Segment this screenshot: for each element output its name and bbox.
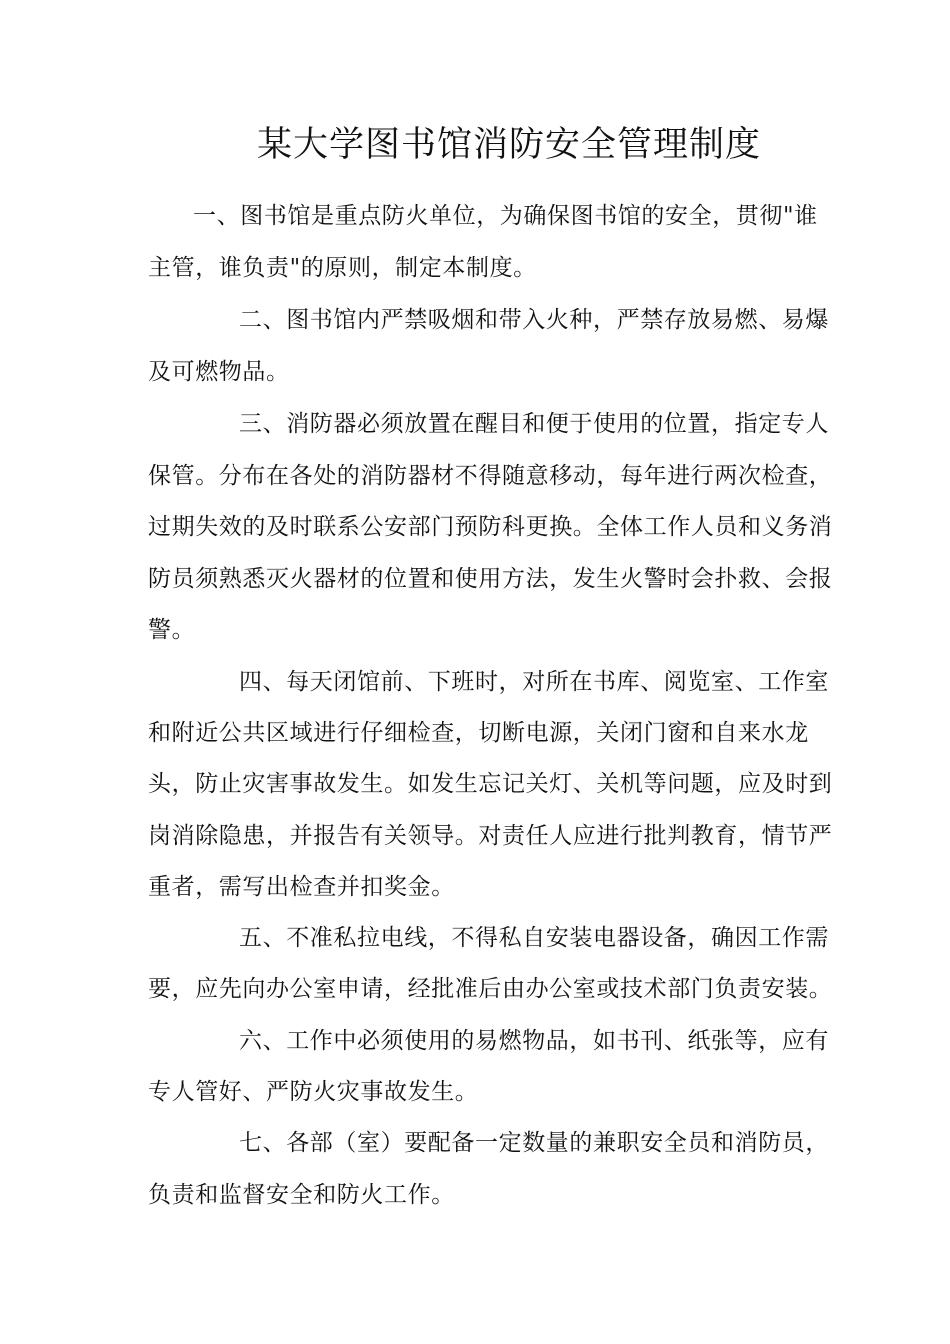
paragraph-3-line-3: 过期失效的及时联系公安部门预防科更换。全体工作人员和义务消	[148, 514, 833, 540]
document-title: 某大学图书馆消防安全管理制度	[256, 125, 761, 165]
paragraph-6-line-1: 六、工作中必须使用的易燃物品，如书刊、纸张等，应有	[239, 1028, 829, 1054]
paragraph-4-line-3: 头，防止灾害事故发生。如发生忘记关灯、关机等问题，应及时到	[148, 771, 833, 797]
paragraph-2-line-1: 二、图书馆内严禁吸烟和带入火种，严禁存放易燃、易爆	[239, 307, 829, 333]
paragraph-6-line-2: 专人管好、严防火灾事故发生。	[148, 1079, 479, 1105]
paragraph-2-line-2: 及可燃物品。	[148, 359, 290, 385]
paragraph-4-line-1: 四、每天闭馆前、下班时，对所在书库、阅览室、工作室	[239, 669, 829, 695]
paragraph-3-line-1: 三、消防器必须放置在醒目和便于使用的位置，指定专人	[239, 411, 829, 437]
paragraph-3-line-4: 防员须熟悉灭火器材的位置和使用方法，发生火警时会扑救、会报	[148, 566, 833, 592]
paragraph-7-line-2: 负责和监督安全和防火工作。	[148, 1182, 455, 1208]
paragraph-5-line-1: 五、不准私拉电线，不得私自安装电器设备，确因工作需	[239, 925, 829, 951]
paragraph-1-line-1: 一、图书馆是重点防火单位，为确保图书馆的安全，贯彻"谁	[193, 203, 818, 229]
paragraph-3-line-5: 警。	[148, 617, 196, 643]
paragraph-7-line-1: 七、各部（室）要配备一定数量的兼职安全员和消防员，	[239, 1130, 829, 1156]
paragraph-3-line-2: 保管。分布在各处的消防器材不得随意移动，每年进行两次检查，	[148, 463, 833, 489]
paragraph-5-line-2: 要，应先向办公室申请，经批准后由办公室或技术部门负责安装。	[148, 976, 833, 1002]
paragraph-4-line-4: 岗消除隐患，并报告有关领导。对责任人应进行批判教育，情节严	[148, 823, 833, 849]
paragraph-4-line-2: 和附近公共区域进行仔细检查，切断电源，关闭门窗和自来水龙	[148, 720, 809, 746]
paragraph-4-line-5: 重者，需写出检查并扣奖金。	[148, 874, 455, 900]
paragraph-1-line-2: 主管，谁负责"的原则，制定本制度。	[148, 255, 537, 281]
